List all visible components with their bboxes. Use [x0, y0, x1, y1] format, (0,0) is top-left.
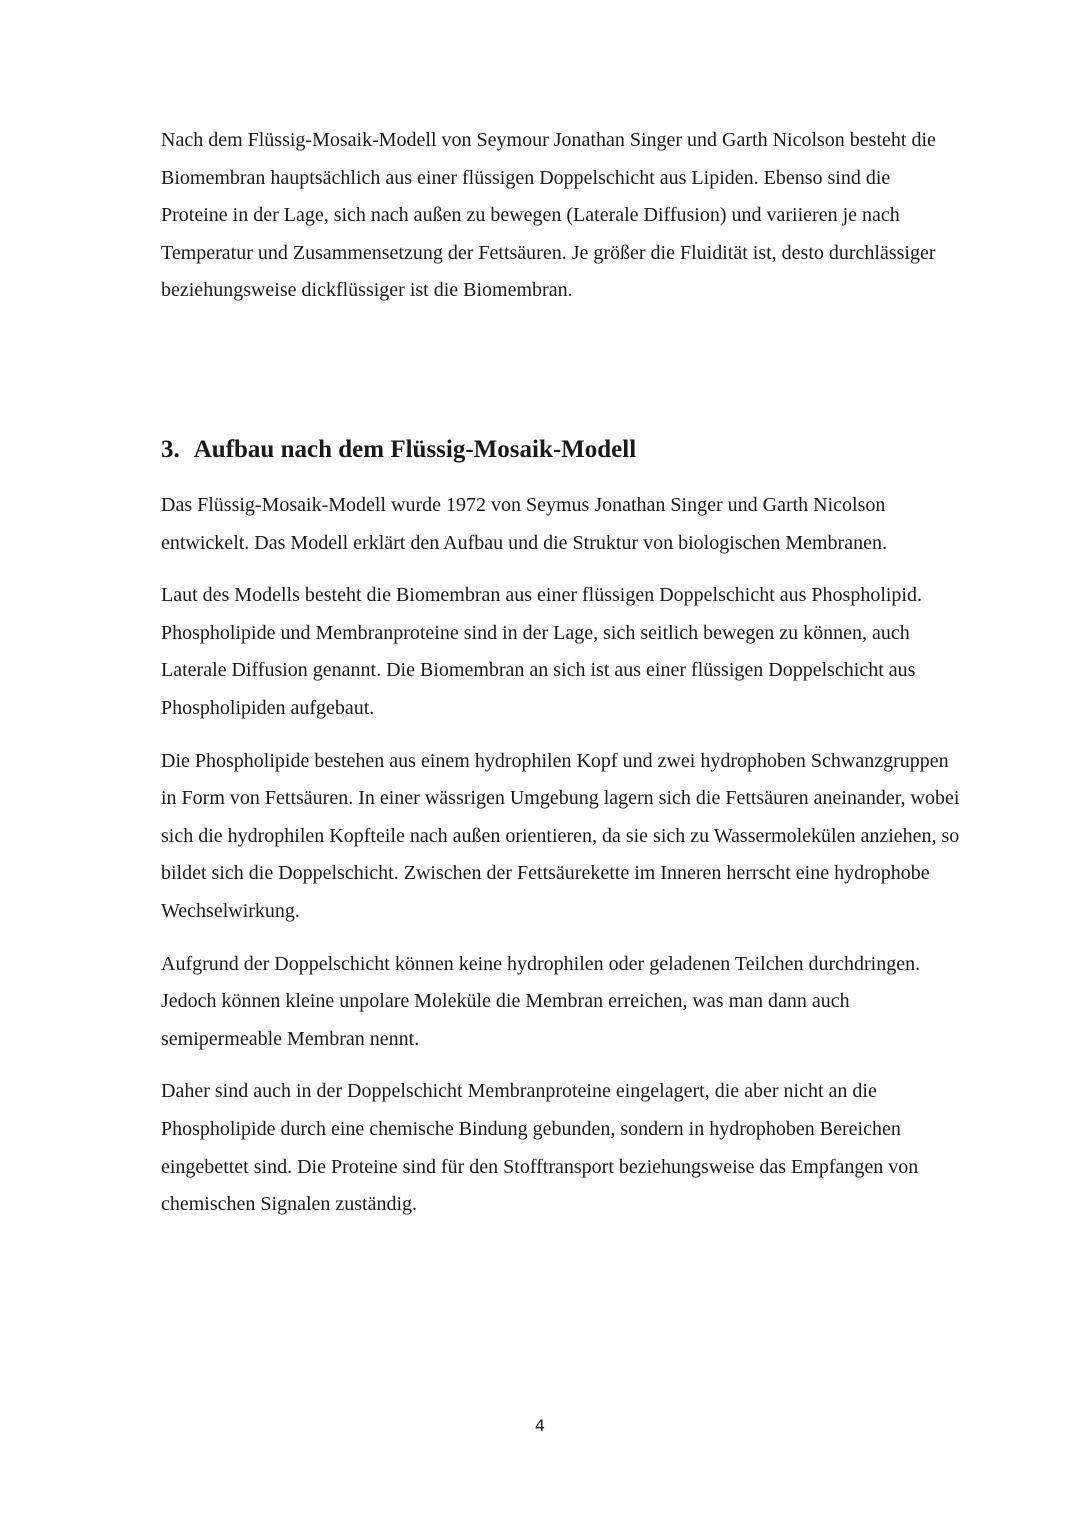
section-body	[161, 487, 961, 1239]
section-paragraph: Daher sind auch in der Doppelschicht Membranproteine eingelagert, die aber nicht an die Phospholipide durch eine chemische Bindung gebunden, sondern in hydrophoben Bereichen eingebettet sind. Die Proteine sind für den Stofftransport beziehungsweise das Empfangen von chemischen Signalen zuständig.	[161, 1080, 919, 1216]
intro-paragraph: Nach dem Flüssig-Mosaik-Modell von Seymour Jonathan Singer und Garth Nicolson besteht die Biomembran hauptsächlich aus einer flüssigen Doppelschicht aus Lipiden. Ebenso sind die Proteine in der Lage, sich nach außen zu bewegen (Laterale Diffusion) und variieren je nach Temperatur und Zusammensetzung der Fettsäuren. Je größer die Fluidität ist, desto durchlässiger beziehungsweise dickflüssiger ist die Biomembran.	[161, 129, 936, 302]
section-paragraph: Laut des Modells besteht die Biomembran aus einer flüssigen Doppelschicht aus Phospholipid. Phospholipide und Membranproteine sind in der Lage, sich seitlich bewegen zu können, auch Laterale Diffusion genannt. Die Biomembran an sich ist aus einer flüssigen Doppelschicht aus Phospholipiden aufgebaut.	[161, 584, 922, 719]
section-number: 3.	[161, 436, 180, 463]
page-number: 4	[534, 1416, 546, 1435]
section-paragraph: Das Flüssig-Mosaik-Modell wurde 1972 von Seymus Jonathan Singer und Garth Nicolson entwickelt. Das Modell erklärt den Aufbau und die Struktur von biologischen Membranen.	[161, 494, 887, 554]
section-paragraph: Die Phospholipide bestehen aus einem hydrophilen Kopf und zwei hydrophoben Schwanzgruppen in Form von Fettsäuren. In einer wässrigen Umgebung lagern sich die Fettsäuren aneinander, wobei sich die hydrophilen Kopfteile nach außen orientieren, da sie sich zu Wassermolekülen anziehen, so bildet sich die Doppelschicht. Zwischen der Fettsäurekette im Inneren herrscht eine hydrophobe Wechselwirkung.	[161, 749, 960, 922]
section-paragraph: Aufgrund der Doppelschicht können keine hydrophilen oder geladenen Teilchen durchdringen. Jedoch können kleine unpolare Moleküle die Membran erreichen, was man dann auch semipermeable Membran nennt.	[161, 952, 921, 1050]
intro-block	[161, 122, 961, 310]
section-title: Aufbau nach dem Flüssig-Mosaik-Modell	[193, 436, 637, 463]
section-heading	[161, 432, 961, 468]
